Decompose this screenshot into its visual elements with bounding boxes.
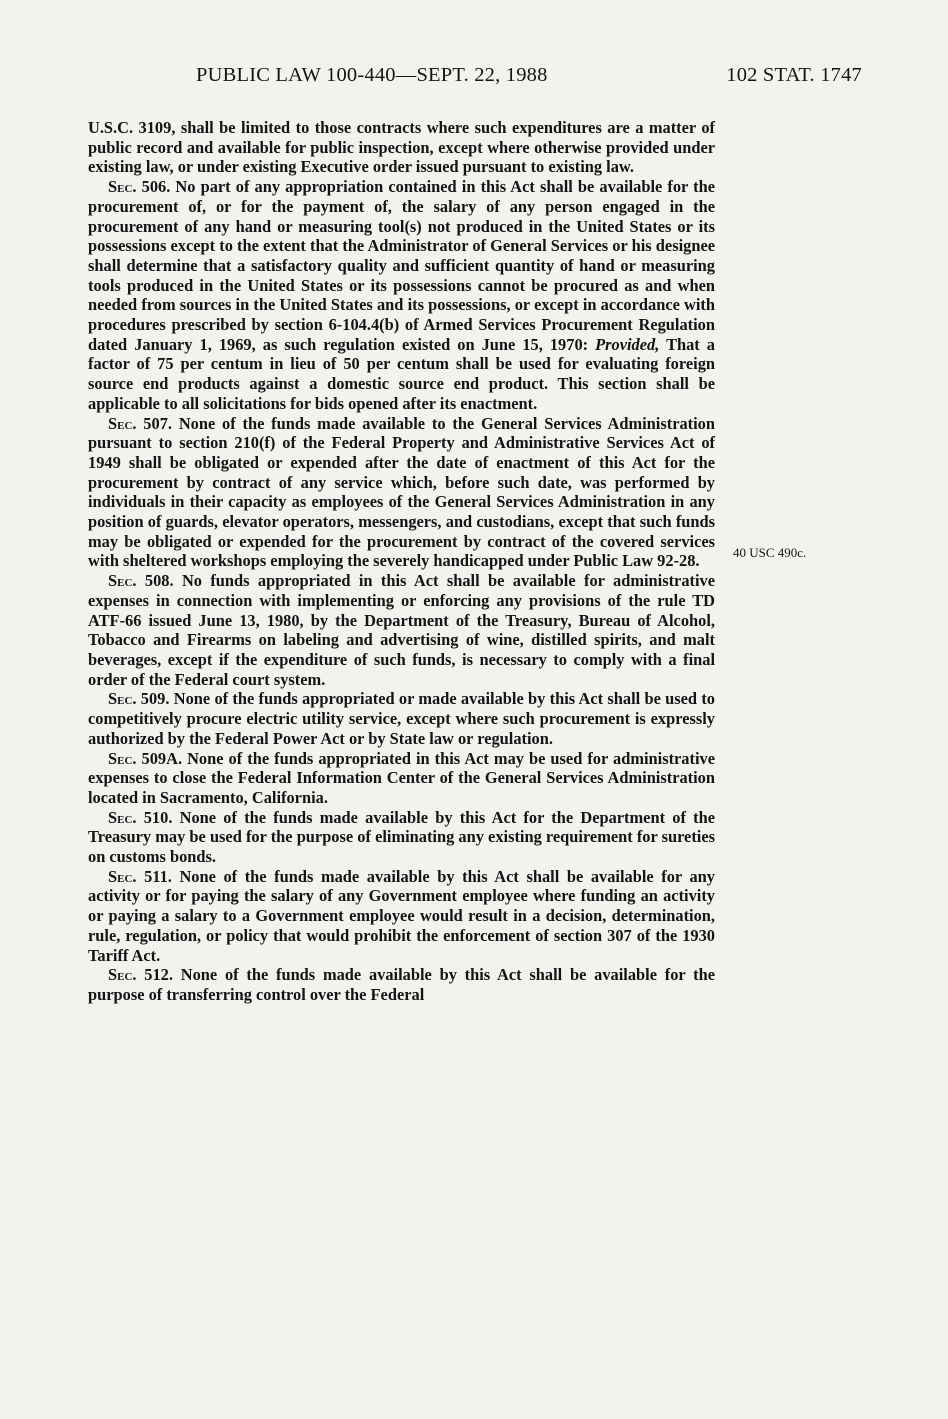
section-number: Sec. 511. <box>108 866 172 886</box>
paragraph-text: None of the funds appropriated in this Act may be used for administrative expenses to close the Federal Information Center of the General Services Administration located in Sacramento, California. <box>88 748 715 807</box>
paragraph-text: None of the funds made available to the General Services Administration pursuant to section 210(f) of the Federal Property and Administrative Services Act of 1949 shall be obligated or expended after the date of enactment of this Act for the procurement by contract of any service which, before such date, was performed by individuals in their capacity as employees of the General Services Administration in any position of guards, elevator operators, messengers, and custodians, except that such funds may be obligated or expended for the procurement by contract of the covered services with sheltered workshops employing the severely handicapped under Public Law 92-28. <box>88 413 715 571</box>
section-number: Sec. 509. <box>108 689 170 709</box>
running-header <box>196 64 862 92</box>
paragraph-text: No funds appropriated in this Act shall be available for administrative expenses in connection with implementing or enforcing any provisions of the rule TD ATF-66 issued June 13, 1980, by the Department of the Treasury, Bureau of Alcohol, Tobacco and Firearms on labeling and advertising of wine, distilled spirits, and malt beverages, except if the expenditure of such funds, is necessary to comply with a final order of the Federal court system. <box>88 571 715 689</box>
section-number: Sec. 510. <box>108 807 173 827</box>
section-507 <box>88 414 715 572</box>
paragraph-text: None of the funds made available by this Act shall be available for the purpose of transferring control over the Federal <box>88 965 715 1004</box>
section-511 <box>88 867 715 966</box>
section-508 <box>88 571 715 689</box>
proviso-word: Provided, <box>595 334 660 354</box>
section-number: Sec. 509A. <box>108 748 183 768</box>
section-number: Sec. 506. <box>108 177 171 197</box>
paragraph-text: None of the funds appropriated or made available by this Act shall be used to competitively procure electric utility service, except where such procurement is expressly authorized by the Federal Power Act or by State law or regulation. <box>88 689 715 748</box>
section-510 <box>88 808 715 867</box>
paragraph-text-tail: That a factor of 75 per centum in lieu of 50 per centum shall be used for evaluating foreign source end products against a domestic source end product. This section shall be applicable to all solicitations for bids opened after its enactment. <box>88 334 715 413</box>
header-title: PUBLIC LAW 100-440—SEPT. 22, 1988 <box>196 64 548 86</box>
section-512 <box>88 965 715 1004</box>
paragraph-text: None of the funds made available by this Act for the Department of the Treasury may be used for the purpose of eliminating any existing requirement for sureties on customs bonds. <box>88 807 715 867</box>
paragraph-text: None of the funds made available by this Act shall be available for any activity or for paying the salary of any Government employee where funding an activity or paying a salary to a Government employee would result in a decision, determination, rule, regulation, or policy that would prohibit the enforcement of section 307 of the 1930 Tariff Act. <box>88 866 715 965</box>
section-509 <box>88 689 715 748</box>
section-number: Sec. 512. <box>108 965 173 985</box>
section-number: Sec. 508. <box>108 571 174 591</box>
paragraph-text: U.S.C. 3109, shall be limited to those contracts where such expenditures are a matter of public record and available for public inspection, except where otherwise provided under existing law, or under existing Executive order issued pursuant to existing law. <box>88 118 715 177</box>
section-number: Sec. 507. <box>108 413 172 433</box>
paragraph-continuation <box>88 118 715 177</box>
section-506 <box>88 177 715 413</box>
statute-page-number: 102 STAT. 1747 <box>726 64 862 86</box>
document-body <box>88 118 715 1005</box>
section-509a <box>88 749 715 808</box>
paragraph-text: No part of any appropriation contained in this Act shall be available for the procurement of, or for the payment of, the salary of any person engaged in the procurement of any hand or measuring tool(s) not produced in the United States or its possessions except to the extent that the Administrator of General Services or his designee shall determine that a satisfactory quality and sufficient quantity of hand or measuring tools produced in the United States or its possessions cannot be procured as and when needed from sources in the United States and its possessions, or except in accordance with procedures prescribed by section 6-104.4(b) of Armed Services Procurement Regulation dated January 1, 1969, as such regulation existed on June 15, 1970: <box>88 177 716 354</box>
margin-citation: 40 USC 490c. <box>733 545 807 560</box>
